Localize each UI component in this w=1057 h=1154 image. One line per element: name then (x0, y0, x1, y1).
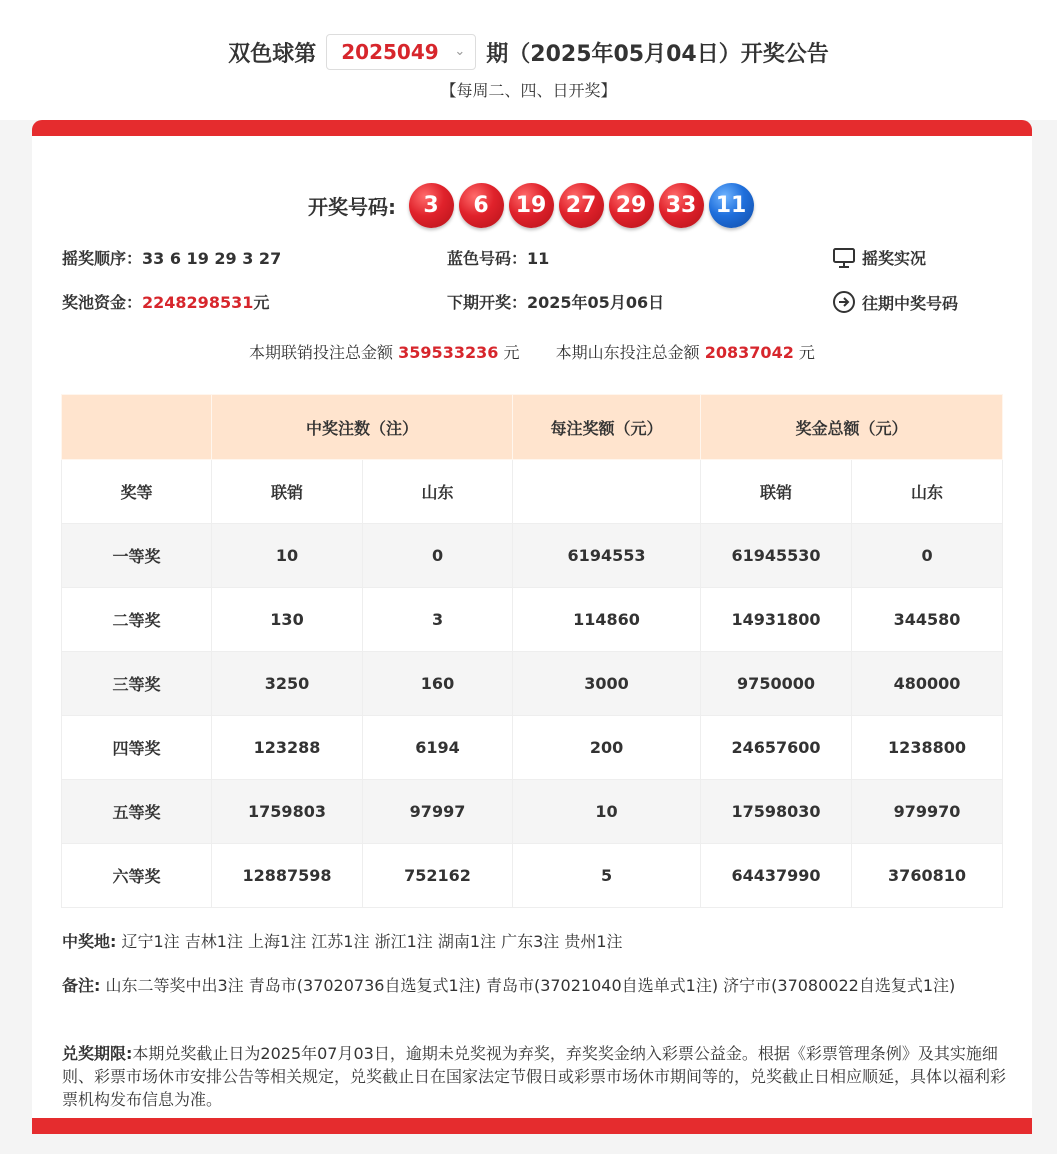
winning-regions-text: 辽宁1注 吉林1注 上海1注 江苏1注 浙江1注 湖南1注 广东3注 贵州1注 (121, 932, 623, 951)
table-subheader: 山东 (363, 460, 513, 524)
table-sub-header (62, 460, 1003, 524)
blue-number-label: 蓝色号码： (447, 249, 528, 268)
table-cell: 六等奖 (62, 844, 212, 908)
shandong-sales-value: 20837042 (704, 343, 794, 362)
draw-order-label: 摇奖顺序： (62, 249, 143, 268)
table-row (62, 524, 1003, 588)
arrow-circle-icon (832, 290, 856, 314)
table-cell: 5 (513, 844, 701, 908)
red-ball: 29 (609, 183, 654, 228)
table-cell: 752162 (363, 844, 513, 908)
table-cell: 6194553 (513, 524, 701, 588)
red-ball: 19 (509, 183, 554, 228)
blue-number (447, 246, 549, 269)
table-cell: 64437990 (701, 844, 852, 908)
page-title (0, 32, 1057, 72)
chevron-down-icon: ⌄ (454, 44, 466, 59)
table-cell: 9750000 (701, 652, 852, 716)
table-header: 奖金总额（元） (701, 395, 1003, 460)
pool-unit: 元 (253, 293, 270, 312)
table-row (62, 780, 1003, 844)
table-cell: 160 (363, 652, 513, 716)
table-cell: 一等奖 (62, 524, 212, 588)
claim-deadline-text: 本期兑奖截止日为2025年07月03日，逾期未兑奖视为弃奖，弃奖奖金纳入彩票公益金。根据《彩票管理条例》及其实施细则、彩票市场休市安排公告等相关规定，兑奖截止日在国家法定节假日或彩票市场休市期间等的，兑奖截止日相应顺延，具体以福利彩票机构发布信息为准。 (62, 1044, 1007, 1109)
table-cell: 0 (363, 524, 513, 588)
table-cell: 6194 (363, 716, 513, 780)
info-row-1 (62, 246, 1002, 270)
table-cell: 24657600 (701, 716, 852, 780)
issue-value: 2025049 (341, 40, 439, 64)
table-cell: 14931800 (701, 588, 852, 652)
shandong-sales-unit: 元 (798, 343, 815, 362)
table-group-header (62, 395, 1003, 460)
draw-schedule: 【每周二、四、日开奖】 (440, 81, 617, 100)
table-cell: 200 (513, 716, 701, 780)
numbers-label: 开奖号码: (308, 194, 396, 219)
next-draw-value: 2025年05月06日 (527, 293, 665, 312)
red-ball: 3 (409, 183, 454, 228)
union-sales-unit: 元 (503, 343, 520, 362)
next-draw-label: 下期开奖： (447, 293, 528, 312)
table-cell: 3760810 (852, 844, 1003, 908)
results-card (32, 120, 1032, 1134)
table-row (62, 844, 1003, 908)
remarks (62, 974, 1007, 997)
table-row (62, 716, 1003, 780)
union-sales-label: 本期联销投注总金额 (249, 343, 394, 362)
winning-numbers (32, 180, 1032, 230)
table-cell: 97997 (363, 780, 513, 844)
table-cell: 61945530 (701, 524, 852, 588)
table-cell: 五等奖 (62, 780, 212, 844)
live-video-link[interactable] (832, 246, 926, 269)
table-cell: 二等奖 (62, 588, 212, 652)
info-row-2 (62, 290, 1002, 314)
union-sales-value: 359533236 (398, 343, 499, 362)
table-cell: 1759803 (212, 780, 363, 844)
winning-regions (62, 930, 1007, 953)
table-cell: 12887598 (212, 844, 363, 908)
table-header: 中奖注数（注） (212, 395, 513, 460)
table-cell: 三等奖 (62, 652, 212, 716)
history-label: 往期中奖号码 (862, 293, 959, 313)
table-cell: 四等奖 (62, 716, 212, 780)
blue-ball: 11 (709, 183, 754, 228)
table-cell: 344580 (852, 588, 1003, 652)
draw-order-value: 33 6 19 29 3 27 (142, 249, 282, 268)
table-cell: 3 (363, 588, 513, 652)
table-subheader (513, 460, 701, 524)
blue-number-value: 11 (527, 249, 550, 268)
live-video-label: 摇奖实况 (862, 249, 927, 268)
table-cell: 1238800 (852, 716, 1003, 780)
history-link[interactable] (832, 290, 958, 314)
winning-regions-label: 中奖地: (62, 932, 117, 951)
title-prefix: 双色球第 (228, 41, 317, 67)
red-ball: 6 (459, 183, 504, 228)
remarks-text: 山东二等奖中出3注 青岛市(37020736自选复式1注) 青岛市(37021040自选单式1注) 济宁市(37080022自选复式1注) (105, 976, 956, 995)
table-cell: 123288 (212, 716, 363, 780)
table-header-blank (62, 395, 212, 460)
claim-deadline-label: 兑奖期限: (62, 1044, 133, 1063)
table-cell: 979970 (852, 780, 1003, 844)
remarks-label: 备注: (62, 976, 101, 995)
monitor-icon (832, 247, 856, 269)
table-cell: 480000 (852, 652, 1003, 716)
title-suffix: 期（2025年05月04日）开奖公告 (486, 41, 829, 67)
table-cell: 3250 (212, 652, 363, 716)
shandong-sales-label: 本期山东投注总金额 (555, 343, 700, 362)
next-draw (447, 290, 664, 313)
page-header (0, 0, 1057, 120)
table-cell: 114860 (513, 588, 701, 652)
pool-value: 2248298531 (142, 293, 254, 312)
table-cell: 17598030 (701, 780, 852, 844)
table-subheader: 联销 (701, 460, 852, 524)
issue-select[interactable] (326, 34, 476, 70)
table-subheader: 山东 (852, 460, 1003, 524)
table-cell: 3000 (513, 652, 701, 716)
table-cell: 0 (852, 524, 1003, 588)
table-subheader: 联销 (212, 460, 363, 524)
table-header: 每注奖额（元） (513, 395, 701, 460)
table-subheader: 奖等 (62, 460, 212, 524)
pool-label: 奖池资金： (62, 293, 143, 312)
table-cell: 130 (212, 588, 363, 652)
sales-totals (32, 340, 1032, 363)
table-cell: 10 (212, 524, 363, 588)
red-ball: 33 (659, 183, 704, 228)
prize-table (61, 394, 1003, 908)
jackpot-pool (62, 290, 269, 313)
red-ball: 27 (559, 183, 604, 228)
table-row (62, 652, 1003, 716)
draw-order (62, 246, 281, 269)
table-cell: 10 (513, 780, 701, 844)
claim-deadline (62, 1042, 1007, 1111)
table-row (62, 588, 1003, 652)
